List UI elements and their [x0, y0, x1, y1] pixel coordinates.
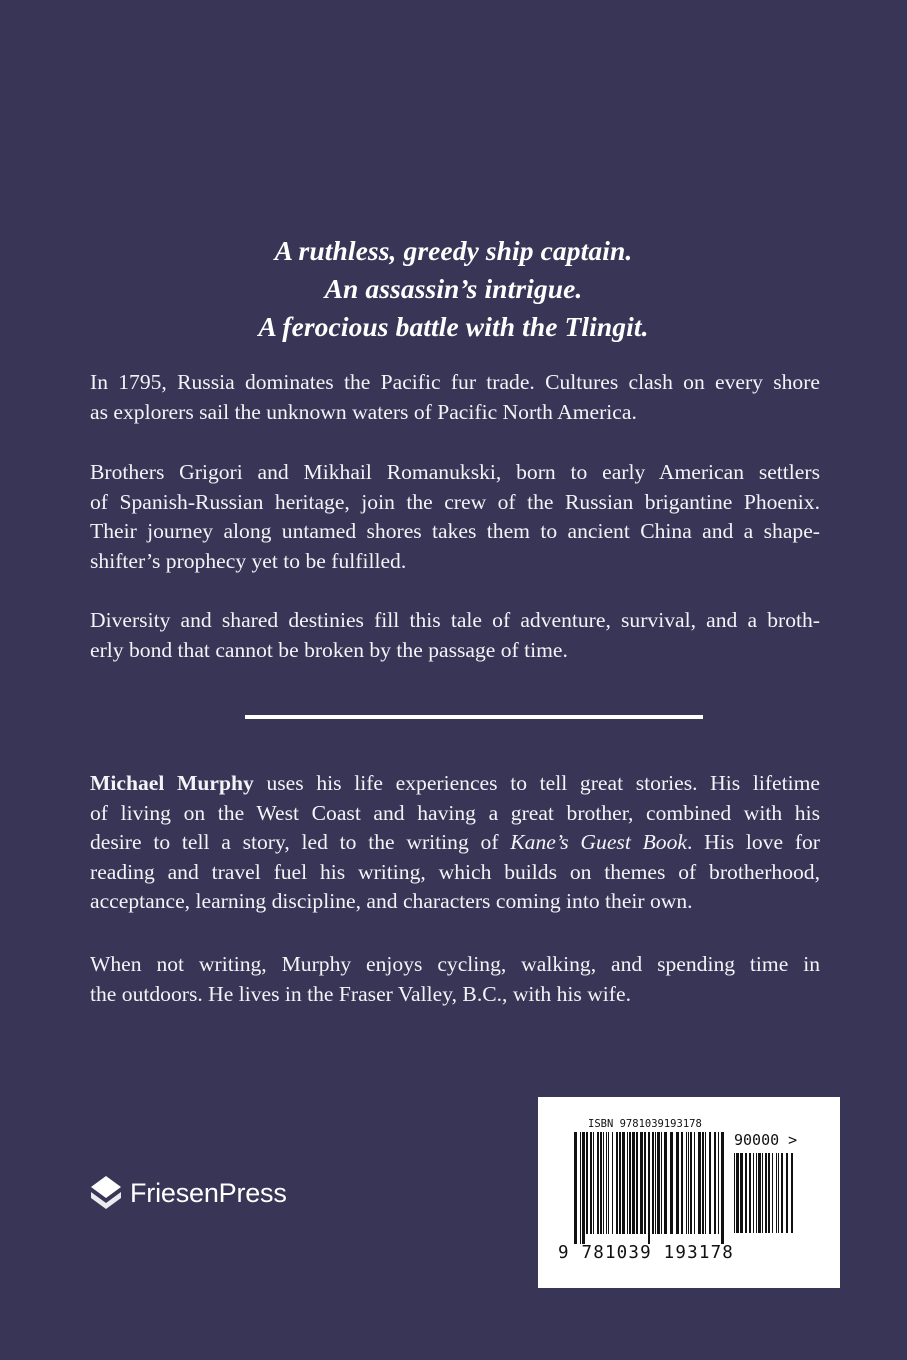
barcode-bar: [690, 1132, 692, 1234]
synopsis-paragraph-2: [90, 458, 820, 576]
barcode-bar: [580, 1132, 581, 1244]
barcode-bar: [648, 1132, 650, 1244]
barcode-bar: [686, 1132, 687, 1234]
publisher-name: FriesenPress: [130, 1177, 287, 1208]
barcode-bar: [762, 1153, 763, 1233]
synopsis-p2-line: Brothers Grigori and Mikhail Romanukski, born to early American settlers: [90, 460, 820, 484]
barcode-bar: [582, 1132, 585, 1244]
barcode-bar: [776, 1153, 777, 1233]
barcode-bar: [655, 1132, 656, 1234]
barcode-bar: [629, 1132, 631, 1234]
barcode-bar: [718, 1132, 719, 1234]
barcode-bar: [778, 1153, 779, 1233]
tagline-line-2: An assassin’s intrigue.: [324, 273, 583, 304]
barcode-bar: [740, 1153, 743, 1233]
barcode-bar: [791, 1153, 793, 1233]
barcode-bar: [705, 1132, 706, 1234]
author-bio-paragraph-2: [90, 950, 820, 1009]
barcode-bar: [640, 1132, 643, 1234]
barcode-bar: [586, 1132, 588, 1234]
barcode: [538, 1097, 840, 1288]
barcode-addon-bars: [734, 1153, 798, 1243]
synopsis-p3-line: Diversity and shared destinies fill this tale of adventure, survival, and a broth-: [90, 608, 820, 632]
tagline: [0, 232, 907, 346]
barcode-bar: [753, 1153, 754, 1233]
synopsis-p3-line: erly bond that cannot be broken by the passage of time.: [90, 637, 568, 662]
barcode-bar: [590, 1132, 592, 1234]
barcode-bar: [593, 1132, 594, 1234]
synopsis-p1-line: as explorers sail the unknown waters of Pacific North America.: [90, 399, 637, 424]
synopsis-p1-line: In 1795, Russia dominates the Pacific fur trade. Cultures clash on every shore: [90, 370, 820, 394]
barcode-bar: [688, 1132, 689, 1234]
barcode-bar: [736, 1153, 739, 1233]
barcode-bar: [622, 1132, 625, 1234]
barcode-bar: [698, 1132, 701, 1234]
barcode-bar: [721, 1132, 724, 1244]
isbn-label: ISBN 9781039193178: [588, 1118, 702, 1130]
barcode-bar: [749, 1153, 751, 1233]
barcode-bar: [661, 1132, 662, 1234]
barcode-bar: [745, 1153, 747, 1233]
section-divider: [245, 715, 703, 719]
bio-line: the outdoors. He lives in the Fraser Valley, B.C., with his wife.: [90, 981, 631, 1006]
friesenpress-diamond-icon: [90, 1175, 122, 1211]
barcode-bar: [636, 1132, 638, 1234]
barcode-bar: [670, 1132, 673, 1234]
synopsis-p2-line: shifter’s prophecy yet to be fulfilled.: [90, 548, 407, 573]
barcode-bar: [702, 1132, 704, 1234]
synopsis-p2-line: Their journey along untamed shores takes them to ancient China and a shape-: [90, 519, 820, 543]
barcode-bar: [694, 1132, 695, 1234]
barcode-bar: [734, 1153, 735, 1233]
barcode-bar: [644, 1132, 646, 1234]
bio-line: When not writing, Murphy enjoys cycling, walking, and spending time in: [90, 952, 820, 976]
barcode-bar: [714, 1132, 716, 1234]
barcode-bar: [768, 1153, 770, 1233]
barcode-bar: [606, 1132, 607, 1234]
barcode-bar: [619, 1132, 621, 1234]
author-name: Michael Murphy: [90, 771, 254, 795]
isbn-digits: 9 781039 193178: [558, 1243, 735, 1263]
barcode-bar: [664, 1132, 667, 1234]
barcode-main-bars: [574, 1132, 724, 1244]
barcode-bar: [627, 1132, 628, 1234]
barcode-bar: [756, 1153, 757, 1233]
bio-line: of living on the West Coast and having a great brother, combined with his: [90, 800, 820, 825]
barcode-bar: [597, 1132, 599, 1234]
bio-line: reading and travel fuel his writing, which builds on themes of brotherhood,: [90, 859, 820, 884]
price-code: 90000 >: [734, 1131, 798, 1149]
barcode-bar: [758, 1153, 761, 1233]
barcode-bar: [786, 1153, 788, 1233]
barcode-bar: [657, 1132, 660, 1234]
tagline-line-1: A ruthless, greedy ship captain.: [274, 235, 633, 266]
barcode-bar: [603, 1132, 604, 1234]
barcode-bar: [632, 1132, 635, 1234]
author-bio-paragraph-1: [90, 769, 820, 917]
bio-line: Michael Murphy uses his life experiences to tell great stories. His lifetime: [90, 771, 820, 795]
barcode-bar: [676, 1132, 679, 1234]
book-title: Kane’s Guest Book: [510, 830, 687, 854]
barcode-bar: [652, 1132, 654, 1234]
publisher-logo: [90, 1173, 287, 1213]
barcode-bar: [781, 1153, 783, 1233]
barcode-bar: [765, 1153, 767, 1233]
barcode-bar: [709, 1132, 711, 1234]
synopsis-paragraph-1: [90, 368, 820, 427]
bio-line: acceptance, learning discipline, and characters coming into their own.: [90, 889, 693, 913]
barcode-bar: [612, 1132, 613, 1234]
barcode-bar: [600, 1132, 602, 1234]
barcode-bar: [616, 1132, 618, 1234]
tagline-line-3: A ferocious battle with the Tlingit.: [258, 311, 649, 342]
barcode-bar: [608, 1132, 609, 1234]
barcode-bar: [681, 1132, 683, 1234]
bio-line: desire to tell a story, led to the writing of Kane’s Guest Book. His love for: [90, 830, 820, 854]
barcode-bar: [574, 1132, 577, 1244]
synopsis-p2-line: of Spanish-Russian heritage, join the crew of the Russian brigantine Phoenix.: [90, 489, 820, 514]
synopsis-paragraph-3: [90, 606, 820, 665]
barcode-bar: [772, 1153, 773, 1233]
